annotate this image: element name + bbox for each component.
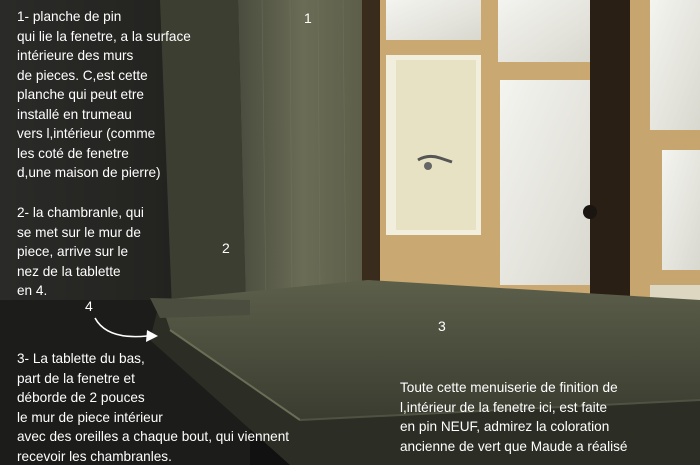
- jamb-board: [238, 0, 368, 310]
- mullion: [590, 0, 630, 340]
- marker-2: 2: [222, 240, 230, 256]
- marker-3: 3: [438, 318, 446, 334]
- annotation-block-4: Toute cette menuiserie de finition de l,intérieur de la fenetre ici, est faite en pin NEUF, admirez la coloration ancienne de vert que Maude a réalisé: [400, 380, 628, 454]
- annotation-block-2: 2- la chambranle, qui se met sur le mur de piece, arrive sur le nez de la tablette en 4.: [17, 205, 144, 298]
- annotation-block-1: 1- planche de pin qui lie la fenetre, a la surface intérieure des murs de pieces. C,est cette planche qui peut etre installé en trumeau vers l,intérieur (comme les coté de fenetre d,une maison de pierre): [17, 9, 191, 180]
- marker-1: 1: [304, 10, 312, 26]
- sill-ear: [150, 298, 250, 318]
- marker-4: 4: [85, 298, 93, 314]
- annotation-block-3: 3- La tablette du bas, part de la fenetre et déborde de 2 pouces le mur de piece intérieur avec des oreilles a chaque bout, qui viennent recevoir les chambranles.: [17, 351, 290, 464]
